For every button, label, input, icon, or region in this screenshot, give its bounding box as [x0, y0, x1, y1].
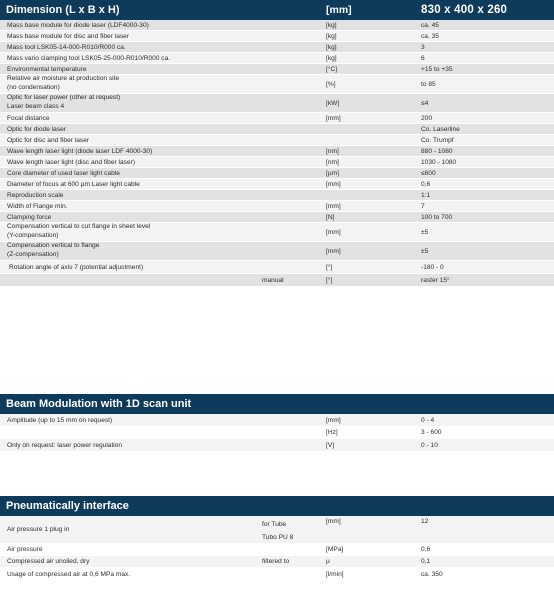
row-qualifier-text: manual	[262, 276, 284, 284]
row-value	[421, 242, 428, 260]
row-label	[7, 516, 69, 543]
row-value	[421, 439, 438, 451]
row-value-text: ≤4	[421, 99, 429, 107]
row-label-line: Optic for laser power (other at request)	[7, 94, 121, 102]
row-value	[421, 20, 439, 30]
row-value	[421, 157, 456, 167]
row-label-line: Compensation vertical to cut flange in sheet level	[7, 223, 151, 231]
row-label	[7, 31, 129, 41]
table-row	[0, 274, 554, 287]
table-row	[0, 190, 554, 201]
row-label-text: Core diameter of used laser light cable	[7, 169, 120, 177]
row-label	[7, 135, 89, 145]
row-value-text: -180 - 0	[421, 263, 444, 271]
row-value-text: 100 to 700	[421, 213, 453, 221]
pneumatic-interface-section	[0, 496, 554, 582]
row-unit	[326, 168, 339, 178]
row-value	[421, 223, 428, 241]
row-label	[7, 201, 67, 211]
table-row	[0, 261, 554, 274]
row-unit	[326, 556, 330, 567]
row-unit	[326, 201, 341, 211]
row-label-line: Laser beam class 4	[7, 103, 65, 110]
beam-modulation-section	[0, 394, 554, 452]
row-unit-text: [kg]	[326, 54, 337, 62]
row-label-line: (Z-compensation)	[7, 251, 59, 258]
row-qualifier-line: Tubo PU 8	[262, 534, 294, 541]
row-label	[7, 20, 149, 30]
row-unit-text: [nm]	[326, 147, 339, 155]
row-unit	[326, 414, 341, 426]
spec-table	[0, 414, 554, 452]
table-row	[0, 556, 554, 568]
row-label	[7, 124, 66, 134]
row-label-text: Mass base module for disc and fiber laser	[7, 32, 130, 40]
row-label-text: Optic for diode laser	[7, 125, 67, 133]
row-value-text: 3	[421, 43, 425, 51]
unit-header: [mm]	[326, 4, 352, 16]
row-unit-text: [°]	[326, 263, 333, 271]
row-unit-text: [kW]	[326, 99, 340, 107]
row-label-text: Rotation angle of axis 7 (potential adjustment)	[9, 263, 144, 271]
row-label-line: (no condensation)	[7, 84, 60, 91]
table-row	[0, 427, 554, 439]
row-unit-text: [kg]	[326, 43, 337, 51]
row-label	[9, 261, 143, 273]
row-unit	[326, 113, 341, 123]
row-unit-text: [mm]	[326, 518, 341, 525]
row-value-text: 1:1	[421, 191, 431, 199]
row-unit-text: [Hz]	[326, 429, 338, 436]
row-label-text: Amplitude (up to 15 mm on request)	[7, 416, 113, 424]
row-value-text: to 85	[421, 80, 436, 88]
section-header	[0, 0, 554, 20]
table-row	[0, 223, 554, 242]
row-unit	[326, 31, 337, 41]
row-value-text: 1030 - 1080	[421, 158, 457, 166]
row-unit	[326, 242, 341, 260]
row-value-text: 12	[421, 518, 429, 525]
row-unit-text: µ	[326, 558, 330, 565]
row-unit-text: [MPa]	[326, 546, 344, 553]
row-label-line: Relative air moisture at production site	[7, 75, 120, 83]
table-row	[0, 75, 554, 94]
row-value	[421, 42, 425, 52]
table-row	[0, 31, 554, 42]
row-value	[421, 414, 434, 426]
row-unit	[326, 179, 341, 189]
row-value	[421, 31, 439, 41]
row-value	[421, 179, 430, 189]
row-unit-text: [%]	[326, 80, 336, 88]
row-value	[421, 168, 436, 178]
table-row	[0, 135, 554, 146]
row-label	[7, 190, 63, 200]
row-unit-text: [mm]	[326, 416, 341, 424]
row-value	[421, 212, 452, 222]
row-label	[7, 544, 43, 555]
table-row	[0, 146, 554, 157]
row-qualifier-line: for Tube	[262, 521, 287, 528]
value-header: 830 x 400 x 260	[421, 4, 508, 16]
row-label	[7, 212, 51, 222]
row-unit-text: [nm]	[326, 158, 339, 166]
row-value-text: 6	[421, 54, 425, 62]
row-value	[421, 544, 430, 555]
row-qualifier-text: filtered to	[262, 558, 290, 565]
row-label-text: Focal distance	[7, 114, 50, 122]
row-label-text: Environmental temperature	[7, 65, 87, 73]
row-value-text: ca. 350	[421, 571, 443, 578]
row-label-text: Compressed air unoiled, dry	[7, 558, 90, 565]
table-row	[0, 516, 554, 544]
row-value-text: 3 - 600	[421, 429, 442, 436]
row-unit	[326, 261, 332, 273]
table-row	[0, 179, 554, 190]
row-label-line: (Y-compensation)	[7, 232, 59, 239]
table-row	[0, 212, 554, 223]
row-label	[7, 568, 130, 581]
row-value	[421, 64, 453, 74]
row-label	[7, 556, 89, 567]
row-value-text: ca. 35	[421, 32, 439, 40]
dimension-section	[0, 0, 554, 287]
row-value-text: 880 - 1080	[421, 147, 453, 155]
table-row	[0, 544, 554, 556]
section-title: Dimension (L x B x H)	[6, 4, 120, 16]
row-label-text: Mass vario clamping tool LSK05-25-000-R010/R000 ca.	[7, 54, 171, 62]
row-value	[421, 135, 454, 145]
row-value	[421, 516, 428, 525]
section-header	[0, 394, 554, 414]
row-unit-text: [mm]	[326, 202, 341, 210]
row-unit	[326, 274, 332, 286]
table-row	[0, 113, 554, 124]
table-row	[0, 414, 554, 427]
row-value	[421, 274, 450, 286]
row-value-text: 0 - 4	[421, 416, 435, 424]
table-row	[0, 64, 554, 75]
row-value-text: Co. Trumpf	[421, 136, 454, 144]
row-label-text: Clamping force	[7, 213, 52, 221]
row-value-text: ±5	[421, 228, 429, 236]
row-value	[421, 261, 444, 273]
table-row	[0, 42, 554, 53]
row-label-text: Air pressure	[7, 546, 43, 553]
row-unit-text: [mm]	[326, 114, 341, 122]
row-label-text: Wave length laser light (diode laser LDF 4000-30)	[7, 147, 153, 155]
row-value	[421, 146, 453, 156]
row-value	[421, 190, 430, 200]
row-unit-text: [V]	[326, 441, 335, 449]
row-unit	[326, 544, 343, 555]
row-unit	[326, 516, 341, 525]
row-unit-text: [mm]	[326, 247, 341, 255]
row-value	[421, 113, 432, 123]
row-label-line: Compensation vertical to flange	[7, 242, 100, 250]
row-value	[421, 75, 436, 93]
row-unit	[326, 157, 339, 167]
row-label-text: Reproduction scale	[7, 191, 64, 199]
row-value	[421, 201, 425, 211]
row-label-text: Wave length laser light (disc and fiber laser)	[7, 158, 136, 166]
row-label	[7, 179, 140, 189]
row-label	[7, 64, 87, 74]
row-value-text: 0 - 10	[421, 441, 438, 449]
row-value-text: raster 15°	[421, 276, 450, 284]
row-unit-text: [mm]	[326, 180, 341, 188]
row-unit	[326, 223, 341, 241]
row-unit	[326, 568, 344, 581]
row-label-text: Mass base module for diode laser (LDF4000-30)	[7, 21, 149, 29]
row-value	[421, 124, 460, 134]
table-row	[0, 157, 554, 168]
row-value-text: 0,6	[421, 180, 431, 188]
row-label-text: Air pressure 1 plug in	[7, 526, 70, 533]
row-label	[7, 146, 152, 156]
row-label	[7, 223, 150, 241]
row-unit	[326, 75, 336, 93]
table-row	[0, 242, 554, 261]
row-label-text: Only on request: laser power regulation	[7, 441, 123, 449]
row-value	[421, 556, 430, 567]
row-label	[7, 75, 119, 93]
row-label-text: Usage of compressed air at 0,6 MPa max.	[7, 571, 131, 578]
table-row	[0, 568, 554, 582]
table-row	[0, 94, 554, 113]
row-value-text: ca. 45	[421, 21, 439, 29]
row-unit-text: [µm]	[326, 169, 339, 177]
row-qualifier	[262, 556, 289, 567]
row-value-text: 7	[421, 202, 425, 210]
spec-table	[0, 516, 554, 582]
row-label-text: Optic for disc and fiber laser	[7, 136, 90, 144]
row-label	[7, 414, 112, 426]
table-row	[0, 439, 554, 452]
row-label	[7, 242, 99, 260]
row-label	[7, 168, 120, 178]
row-unit	[326, 212, 334, 222]
row-unit	[326, 42, 337, 52]
row-qualifier	[262, 516, 293, 544]
section-title: Beam Modulation with 1D scan unit	[6, 398, 192, 410]
row-unit	[326, 427, 338, 438]
row-unit-text: [kg]	[326, 21, 337, 29]
row-unit-text: [°C]	[326, 65, 338, 73]
row-unit-text: [°]	[326, 276, 333, 284]
row-label	[7, 157, 135, 167]
row-value-text: 0,6	[421, 546, 431, 553]
row-unit	[326, 94, 339, 112]
row-unit	[326, 146, 339, 156]
row-label	[7, 439, 122, 451]
table-row	[0, 53, 554, 64]
table-row	[0, 20, 554, 31]
row-label	[7, 113, 50, 123]
row-unit	[326, 439, 334, 451]
row-unit	[326, 20, 337, 30]
row-label	[7, 42, 126, 52]
row-unit-text: [l/min]	[326, 571, 344, 578]
row-qualifier	[262, 274, 284, 286]
table-row	[0, 124, 554, 135]
section-header	[0, 496, 554, 516]
row-label-text: Width of Flange min.	[7, 202, 68, 210]
spec-table	[0, 20, 554, 287]
row-value-text: Co. Laserline	[421, 125, 460, 133]
row-label	[7, 94, 120, 112]
row-unit	[326, 64, 337, 74]
row-value-text: +15 to +35	[421, 65, 453, 73]
row-value	[421, 427, 442, 438]
row-value-text: ±5	[421, 247, 429, 255]
row-unit-text: [kg]	[326, 32, 337, 40]
table-row	[0, 168, 554, 179]
row-unit	[326, 53, 337, 63]
row-value	[421, 568, 443, 581]
row-label-text: Diameter of focus at 600 µm Laser light cable	[7, 180, 140, 188]
row-value-text: ≤600	[421, 169, 436, 177]
row-value-text: 0,1	[421, 558, 431, 565]
row-unit-text: [mm]	[326, 228, 341, 236]
row-value	[421, 94, 428, 112]
row-value	[421, 53, 425, 63]
table-row	[0, 201, 554, 212]
row-label	[7, 53, 170, 63]
row-label-text: Mass tool LSK05-14-000-R010/R000 ca.	[7, 43, 126, 51]
row-unit-text: [N]	[326, 213, 335, 221]
section-title: Pneumatically interface	[6, 500, 129, 512]
row-value-text: 200	[421, 114, 433, 122]
